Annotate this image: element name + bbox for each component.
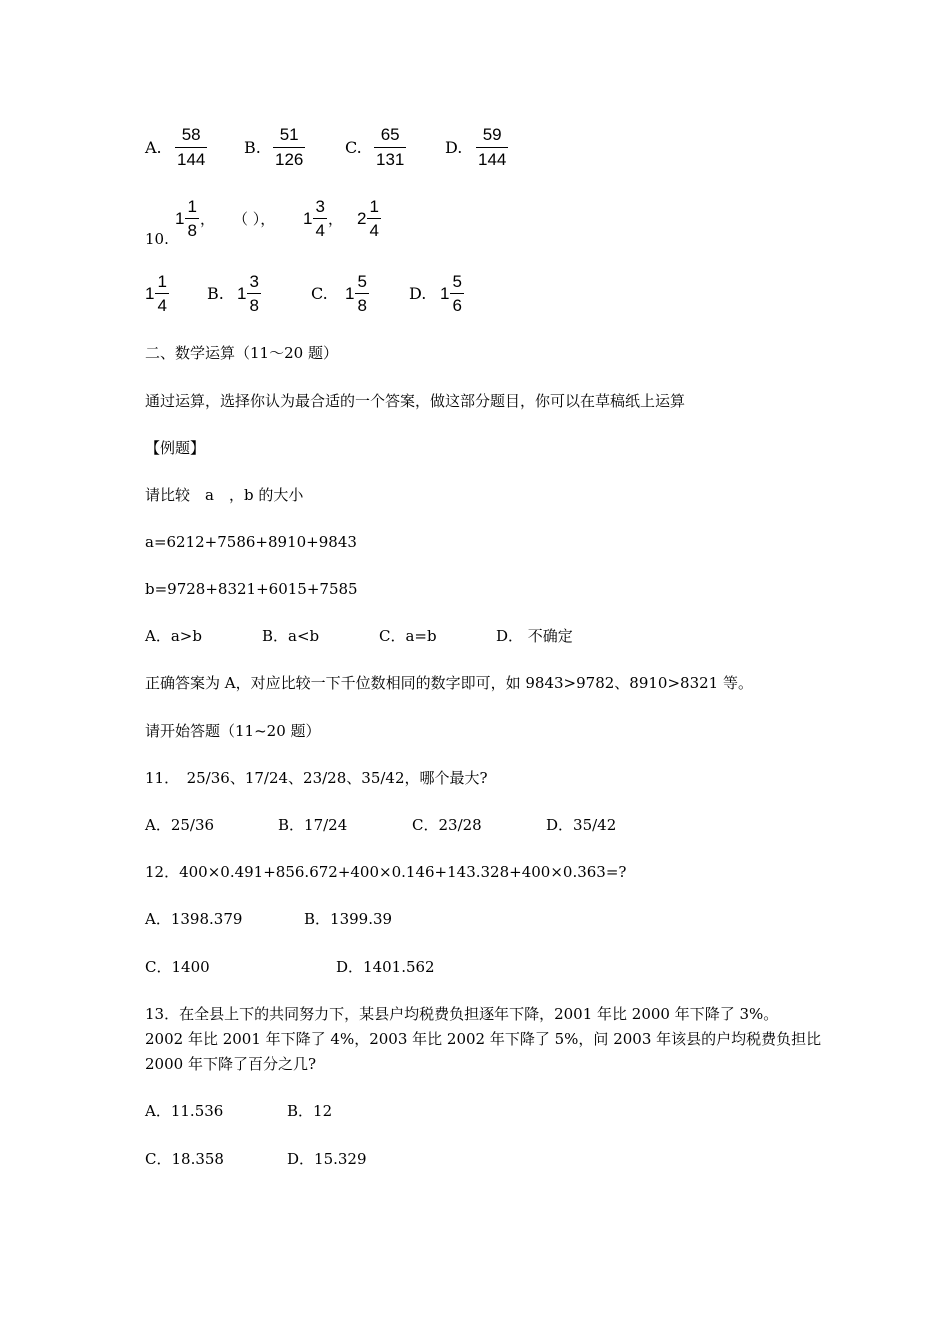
q13-option-d: D．15.329 [287, 1150, 367, 1168]
example-a: a=6212+7586+8910+9843 [145, 533, 357, 551]
fraction-bar [367, 218, 380, 219]
whole-part: 1 [440, 283, 450, 303]
denominator: 4 [315, 221, 325, 240]
q11-option-d: D．35/42 [546, 816, 617, 834]
q13-text-line-3: 2000 年下降了百分之几? [145, 1055, 316, 1073]
denominator: 131 [376, 150, 405, 169]
numerator: 5 [452, 272, 462, 291]
denominator: 144 [177, 150, 206, 169]
whole-part: 1 [345, 283, 355, 303]
numerator: 3 [315, 197, 325, 216]
example-option-b: B．a<b [262, 627, 320, 645]
q13-text-line-1: 13．在全县上下的共同努力下，某县户均税费负担逐年下降，2001 年比 2000 年下降了 3%。 [145, 1005, 779, 1023]
q10-option-d [440, 272, 463, 315]
section-intro: 通过运算，选择你认为最合适的一个答案，做这部分题目，你可以在草稿纸上运算 [145, 392, 686, 410]
q12-text: 12．400×0.491+856.672+400×0.146+143.328+400×0.363=? [145, 863, 627, 881]
example-option-c: C．a=b [379, 627, 437, 645]
fraction-bar [175, 147, 207, 148]
fraction [186, 197, 197, 240]
whole-part: 1 [303, 208, 313, 228]
example-option-d: D． 不确定 [496, 627, 573, 645]
q10-option-c-label: C. [311, 284, 328, 303]
fraction [356, 272, 367, 315]
whole-part: 1 [237, 283, 247, 303]
q13-option-a: A．11.536 [145, 1102, 224, 1120]
start-instruction: 请开始答题（11~20 题） [145, 722, 321, 740]
q9-option-c-label: C. [345, 138, 362, 157]
denominator: 126 [275, 150, 304, 169]
q13-option-b: B．12 [287, 1102, 333, 1120]
q9-option-b-label: B. [244, 138, 261, 157]
example-question: 请比较 a ，b 的大小 [145, 486, 304, 504]
fraction [156, 272, 167, 315]
numerator: 1 [157, 272, 167, 291]
numerator: 59 [482, 125, 502, 144]
denominator: 4 [369, 221, 379, 240]
q10-option-b-label: B. [207, 284, 224, 303]
q10-term-4 [357, 197, 380, 240]
q13-option-c: C．18.358 [145, 1150, 224, 1168]
whole-part: 2 [357, 208, 367, 228]
q12-option-a: A．1398.379 [145, 910, 243, 928]
fraction [451, 272, 462, 315]
whole-part: 1 [175, 208, 185, 228]
q9-option-c-fraction [374, 125, 406, 170]
q10-blank: （ ）， [233, 210, 276, 228]
q11-option-c: C．23/28 [412, 816, 482, 834]
numerator: 65 [380, 125, 400, 144]
q11-option-b: B．17/24 [278, 816, 348, 834]
q13-text-line-2: 2002 年比 2001 年下降了 4%，2003 年比 2002 年下降了 5%，问 2003 年该县的户均税费负担比 [145, 1030, 822, 1048]
example-header: 【例题】 [145, 439, 206, 457]
fraction-bar [247, 293, 260, 294]
denominator: 4 [157, 296, 167, 315]
numerator: 3 [249, 272, 259, 291]
q9-option-a-label: A. [145, 138, 162, 157]
q10-number: 10. [145, 230, 169, 248]
q10-term-1 [175, 197, 215, 240]
fraction [368, 197, 379, 240]
numerator: 1 [369, 197, 379, 216]
fraction-bar [185, 218, 198, 219]
fraction-bar [476, 147, 508, 148]
example-option-a: A．a>b [145, 627, 202, 645]
denominator: 8 [187, 221, 197, 240]
fraction [314, 197, 325, 240]
numerator: 1 [187, 197, 197, 216]
q9-option-a-fraction [175, 125, 207, 170]
q10-option-d-label: D. [409, 284, 427, 303]
whole-part: 1 [145, 283, 155, 303]
separator: ， [199, 210, 215, 228]
fraction-bar [273, 147, 305, 148]
q9-option-d-fraction [476, 125, 508, 170]
q11-option-a: A．25/36 [145, 816, 215, 834]
q10-option-b [237, 272, 260, 315]
denominator: 6 [452, 296, 462, 315]
example-b: b=9728+8321+6015+7585 [145, 580, 358, 598]
fraction-bar [155, 293, 168, 294]
numerator: 58 [181, 125, 201, 144]
q10-term-3 [303, 197, 343, 240]
fraction-bar [374, 147, 406, 148]
denominator: 8 [249, 296, 259, 315]
fraction-bar [355, 293, 368, 294]
q12-option-d: D．1401.562 [336, 958, 435, 976]
q12-option-c: C．1400 [145, 958, 210, 976]
fraction-bar [450, 293, 463, 294]
fraction-bar [313, 218, 326, 219]
numerator: 5 [357, 272, 367, 291]
q9-option-d-label: D. [445, 138, 463, 157]
section-title: 二、数学运算（11～20 题） [145, 344, 338, 362]
q12-option-b: B．1399.39 [304, 910, 393, 928]
q10-option-a [145, 272, 168, 315]
fraction [248, 272, 259, 315]
numerator: 51 [279, 125, 299, 144]
q11-text: 11． 25/36、17/24、23/28、35/42，哪个最大? [145, 769, 488, 787]
denominator: 8 [357, 296, 367, 315]
q9-option-b-fraction [273, 125, 305, 170]
example-answer: 正确答案为 A，对应比较一下千位数相同的数字即可，如 9843>9782、8910>8321 等。 [145, 674, 753, 692]
q10-option-c [345, 272, 368, 315]
denominator: 144 [478, 150, 507, 169]
separator: ， [327, 210, 343, 228]
